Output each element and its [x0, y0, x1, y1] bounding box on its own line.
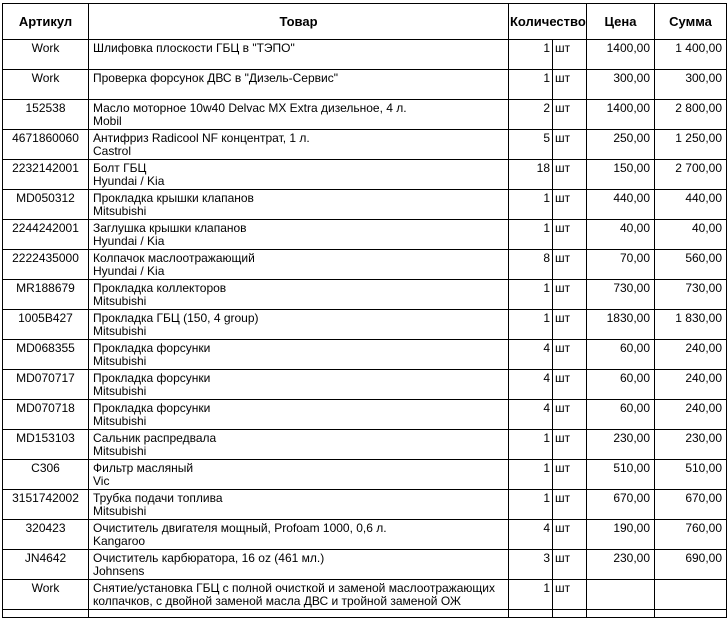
price-cell: 150,00: [587, 160, 655, 190]
product-cell: [89, 370, 509, 400]
table-row: [3, 70, 727, 100]
sum-cell: 510,00: [655, 460, 727, 490]
product-name: Прокладка крышки клапанов: [93, 191, 254, 205]
sum-cell: 2 700,00: [655, 160, 727, 190]
sum-cell: [655, 580, 727, 610]
article-cell: MD070718: [3, 400, 89, 430]
product-brand: Johnsens: [93, 564, 145, 578]
price-cell: [587, 580, 655, 610]
empty-cell: [553, 610, 587, 618]
article-cell: 3151742002: [3, 490, 89, 520]
product-brand: Kangaroo: [93, 534, 146, 548]
product-cell: [89, 100, 509, 130]
product-cell: [89, 550, 509, 580]
product-name: Очиститель двигателя мощный, Profoam 1000, 0,6 л.: [93, 521, 387, 535]
table-row: [3, 190, 727, 220]
article-cell: MD050312: [3, 190, 89, 220]
price-cell: 510,00: [587, 460, 655, 490]
product-cell: [89, 310, 509, 340]
sum-cell: 230,00: [655, 430, 727, 460]
quantity-cell: 4: [509, 370, 553, 400]
article-cell: MR188679: [3, 280, 89, 310]
unit-cell: шт: [553, 370, 587, 400]
product-brand: Vic: [93, 474, 110, 488]
product-name: Прокладка ГБЦ (150, 4 group): [93, 311, 259, 325]
article-cell: 2222435000: [3, 250, 89, 280]
unit-cell: шт: [553, 280, 587, 310]
product-name: Шлифовка плоскости ГБЦ в "ТЭПО": [93, 41, 295, 55]
unit-cell: шт: [553, 190, 587, 220]
table-row: [3, 340, 727, 370]
price-cell: 230,00: [587, 430, 655, 460]
table-row: [3, 310, 727, 340]
product-name: Прокладка форсунки: [93, 401, 211, 415]
product-cell: [89, 400, 509, 430]
article-cell: 1005B427: [3, 310, 89, 340]
product-cell: [89, 280, 509, 310]
quantity-cell: 4: [509, 400, 553, 430]
product-brand: Mitsubishi: [93, 324, 147, 338]
table-row: [3, 520, 727, 550]
unit-cell: шт: [553, 130, 587, 160]
article-cell: 2232142001: [3, 160, 89, 190]
table-row: [3, 370, 727, 400]
quantity-cell: 1: [509, 310, 553, 340]
unit-cell: шт: [553, 100, 587, 130]
product-cell: [89, 490, 509, 520]
product-name: Заглушка крышки клапанов: [93, 221, 247, 235]
product-name: Прокладка коллекторов: [93, 281, 227, 295]
product-name: Фильтр масляный: [93, 461, 194, 475]
article-cell: 320423: [3, 520, 89, 550]
article-cell: MD070717: [3, 370, 89, 400]
quantity-cell: 1: [509, 460, 553, 490]
partial-empty-row: [3, 610, 727, 618]
sum-cell: 730,00: [655, 280, 727, 310]
unit-cell: шт: [553, 550, 587, 580]
sum-cell: 1 400,00: [655, 40, 727, 70]
product-brand: Mitsubishi: [93, 384, 147, 398]
product-brand: Castrol: [93, 144, 132, 158]
quantity-cell: 4: [509, 340, 553, 370]
product-cell: [89, 40, 509, 70]
product-brand: Hyundai / Kia: [93, 174, 165, 188]
empty-cell: [509, 610, 553, 618]
article-cell: Work: [3, 580, 89, 610]
product-brand: Mitsubishi: [93, 294, 147, 308]
unit-cell: шт: [553, 220, 587, 250]
table-header-row: [3, 4, 727, 40]
unit-cell: шт: [553, 340, 587, 370]
product-name: Антифриз Radicool NF концентрат, 1 л.: [93, 131, 310, 145]
table-row: [3, 490, 727, 520]
quantity-cell: 1: [509, 190, 553, 220]
table-row: [3, 280, 727, 310]
empty-cell: [587, 610, 655, 618]
quantity-cell: 4: [509, 520, 553, 550]
quantity-cell: 3: [509, 550, 553, 580]
price-cell: 730,00: [587, 280, 655, 310]
table-row: [3, 250, 727, 280]
quantity-cell: 5: [509, 130, 553, 160]
header-sum: Сумма: [655, 4, 727, 40]
unit-cell: шт: [553, 160, 587, 190]
price-cell: 60,00: [587, 400, 655, 430]
product-cell: [89, 220, 509, 250]
unit-cell: шт: [553, 310, 587, 340]
unit-cell: шт: [553, 460, 587, 490]
article-cell: JN4642: [3, 550, 89, 580]
header-quantity: Количество: [509, 4, 587, 40]
price-cell: 40,00: [587, 220, 655, 250]
unit-cell: шт: [553, 250, 587, 280]
product-name: Колпачок маслоотражающий: [93, 251, 255, 265]
product-cell: [89, 430, 509, 460]
product-brand: Mitsubishi: [93, 444, 147, 458]
sum-cell: 760,00: [655, 520, 727, 550]
quantity-cell: 2: [509, 100, 553, 130]
product-cell: [89, 340, 509, 370]
product-brand: Mobil: [93, 114, 122, 128]
product-name: Прокладка форсунки: [93, 371, 211, 385]
quantity-cell: 1: [509, 280, 553, 310]
article-cell: 152538: [3, 100, 89, 130]
unit-cell: шт: [553, 430, 587, 460]
sum-cell: 690,00: [655, 550, 727, 580]
unit-cell: шт: [553, 400, 587, 430]
sum-cell: 670,00: [655, 490, 727, 520]
table-row: [3, 130, 727, 160]
table-row: [3, 40, 727, 70]
product-name: Масло моторное 10w40 Delvac MX Extra дизельное, 4 л.: [93, 101, 407, 115]
sum-cell: 40,00: [655, 220, 727, 250]
price-cell: 60,00: [587, 370, 655, 400]
product-name: Трубка подачи топлива: [93, 491, 223, 505]
product-brand: Mitsubishi: [93, 414, 147, 428]
sum-cell: 560,00: [655, 250, 727, 280]
empty-cell: [3, 610, 89, 618]
sum-cell: 1 830,00: [655, 310, 727, 340]
table-row: [3, 580, 727, 610]
header-product: Товар: [89, 4, 509, 40]
sum-cell: 2 800,00: [655, 100, 727, 130]
sum-cell: 240,00: [655, 340, 727, 370]
table-row: [3, 220, 727, 250]
sum-cell: 440,00: [655, 190, 727, 220]
product-brand: Mitsubishi: [93, 204, 147, 218]
table-row: [3, 400, 727, 430]
article-cell: 2244242001: [3, 220, 89, 250]
product-cell: [89, 580, 509, 610]
empty-cell: [89, 610, 509, 618]
product-brand: Mitsubishi: [93, 354, 147, 368]
price-cell: 190,00: [587, 520, 655, 550]
product-name: Очиститель карбюратора, 16 oz (461 мл.): [93, 551, 325, 565]
product-cell: [89, 460, 509, 490]
table-body: [3, 40, 727, 618]
product-name: Прокладка форсунки: [93, 341, 211, 355]
product-name: Снятие/установка ГБЦ с полной очисткой и заменой маслоотражающих колпачков, с двойной заменой масла ДВС и тройной заменой ОЖ: [93, 581, 495, 608]
product-cell: [89, 130, 509, 160]
price-cell: 440,00: [587, 190, 655, 220]
unit-cell: шт: [553, 70, 587, 100]
table-row: [3, 430, 727, 460]
product-name: Проверка форсунок ДВС в "Дизель-Сервис": [93, 71, 338, 85]
article-cell: MD068355: [3, 340, 89, 370]
unit-cell: шт: [553, 520, 587, 550]
product-name: Сальник распредвала: [93, 431, 217, 445]
product-brand: Hyundai / Kia: [93, 264, 165, 278]
quantity-cell: 1: [509, 580, 553, 610]
product-cell: [89, 520, 509, 550]
price-cell: 70,00: [587, 250, 655, 280]
product-name: Болт ГБЦ: [93, 161, 147, 175]
quantity-cell: 1: [509, 430, 553, 460]
table-row: [3, 100, 727, 130]
article-cell: Work: [3, 40, 89, 70]
goods-table: [2, 3, 727, 618]
product-cell: [89, 250, 509, 280]
sum-cell: 240,00: [655, 370, 727, 400]
article-cell: Work: [3, 70, 89, 100]
table-row: [3, 550, 727, 580]
quantity-cell: 1: [509, 70, 553, 100]
quantity-cell: 18: [509, 160, 553, 190]
table-row: [3, 160, 727, 190]
price-cell: 300,00: [587, 70, 655, 100]
price-cell: 670,00: [587, 490, 655, 520]
unit-cell: шт: [553, 580, 587, 610]
product-cell: [89, 70, 509, 100]
article-cell: MD153103: [3, 430, 89, 460]
sum-cell: 240,00: [655, 400, 727, 430]
product-cell: [89, 190, 509, 220]
price-cell: 1400,00: [587, 100, 655, 130]
table-row: [3, 460, 727, 490]
quantity-cell: 1: [509, 490, 553, 520]
quantity-cell: 1: [509, 220, 553, 250]
product-cell: [89, 160, 509, 190]
sum-cell: 1 250,00: [655, 130, 727, 160]
price-cell: 250,00: [587, 130, 655, 160]
product-brand: Hyundai / Kia: [93, 234, 165, 248]
unit-cell: шт: [553, 490, 587, 520]
article-cell: C306: [3, 460, 89, 490]
quantity-cell: 1: [509, 40, 553, 70]
quantity-cell: 8: [509, 250, 553, 280]
price-cell: 1400,00: [587, 40, 655, 70]
unit-cell: шт: [553, 40, 587, 70]
article-cell: 4671860060: [3, 130, 89, 160]
price-cell: 1830,00: [587, 310, 655, 340]
header-price: Цена: [587, 4, 655, 40]
empty-cell: [655, 610, 727, 618]
price-cell: 60,00: [587, 340, 655, 370]
sum-cell: 300,00: [655, 70, 727, 100]
header-article: Артикул: [3, 4, 89, 40]
price-cell: 230,00: [587, 550, 655, 580]
product-brand: Mitsubishi: [93, 504, 147, 518]
